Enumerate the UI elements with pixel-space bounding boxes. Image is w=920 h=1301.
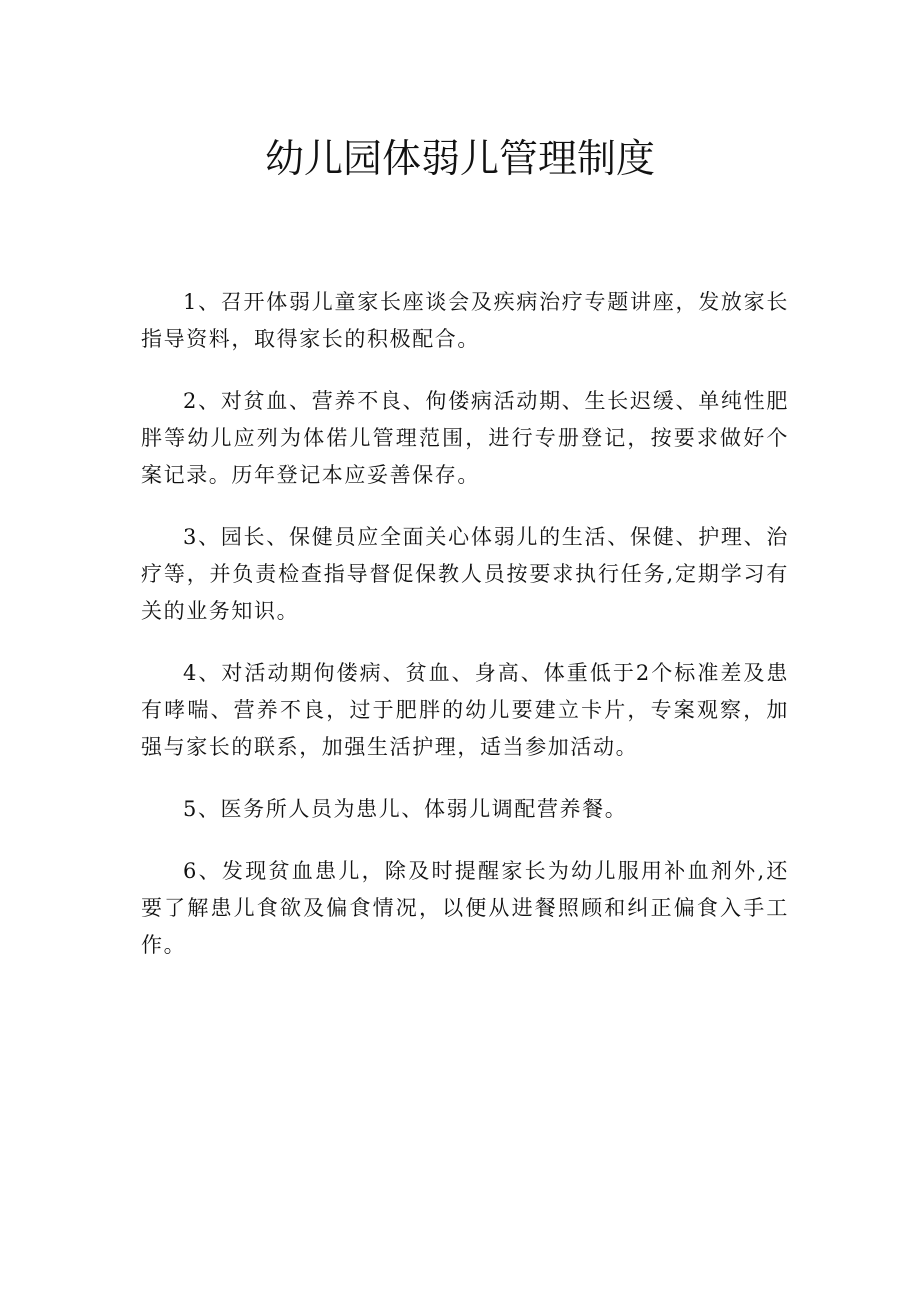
paragraph-2: 2、对贫血、营养不良、佝偻病活动期、生长迟缓、单纯性肥胖等幼儿应列为体偌儿管理范围，进行专册登记，按要求做好个案记录。历年登记本应妥善保存。	[141, 389, 789, 487]
paragraph-6: 6、发现贫血患儿，除及时提醒家长为幼儿服用补血剂外,还要了解患儿食欲及偏食情况，以便从进餐照顾和纠正偏食入手工作。	[141, 859, 789, 957]
page-title: 幼儿园体弱儿管理制度	[264, 137, 655, 182]
paragraph-1: 1、召开体弱儿童家长座谈会及疾病治疗专题讲座，发放家长指导资料，取得家长的积极配合。	[141, 290, 789, 351]
paragraph-5: 5、医务所人员为患儿、体弱儿调配营养餐。	[183, 797, 628, 821]
paragraph-3: 3、园长、保健员应全面关心体弱儿的生活、保健、护理、治疗等，并负责检查指导督促保教人员按要求执行任务,定期学习有关的业务知识。	[141, 525, 789, 623]
document-body	[141, 284, 789, 989]
paragraph-4: 4、对活动期佝偻病、贫血、身高、体重低于2个标准差及患有哮喘、营养不良，过于肥胖的幼儿要建立卡片，专案观察，加强与家长的联系，加强生活护理，适当参加活动。	[141, 661, 789, 759]
